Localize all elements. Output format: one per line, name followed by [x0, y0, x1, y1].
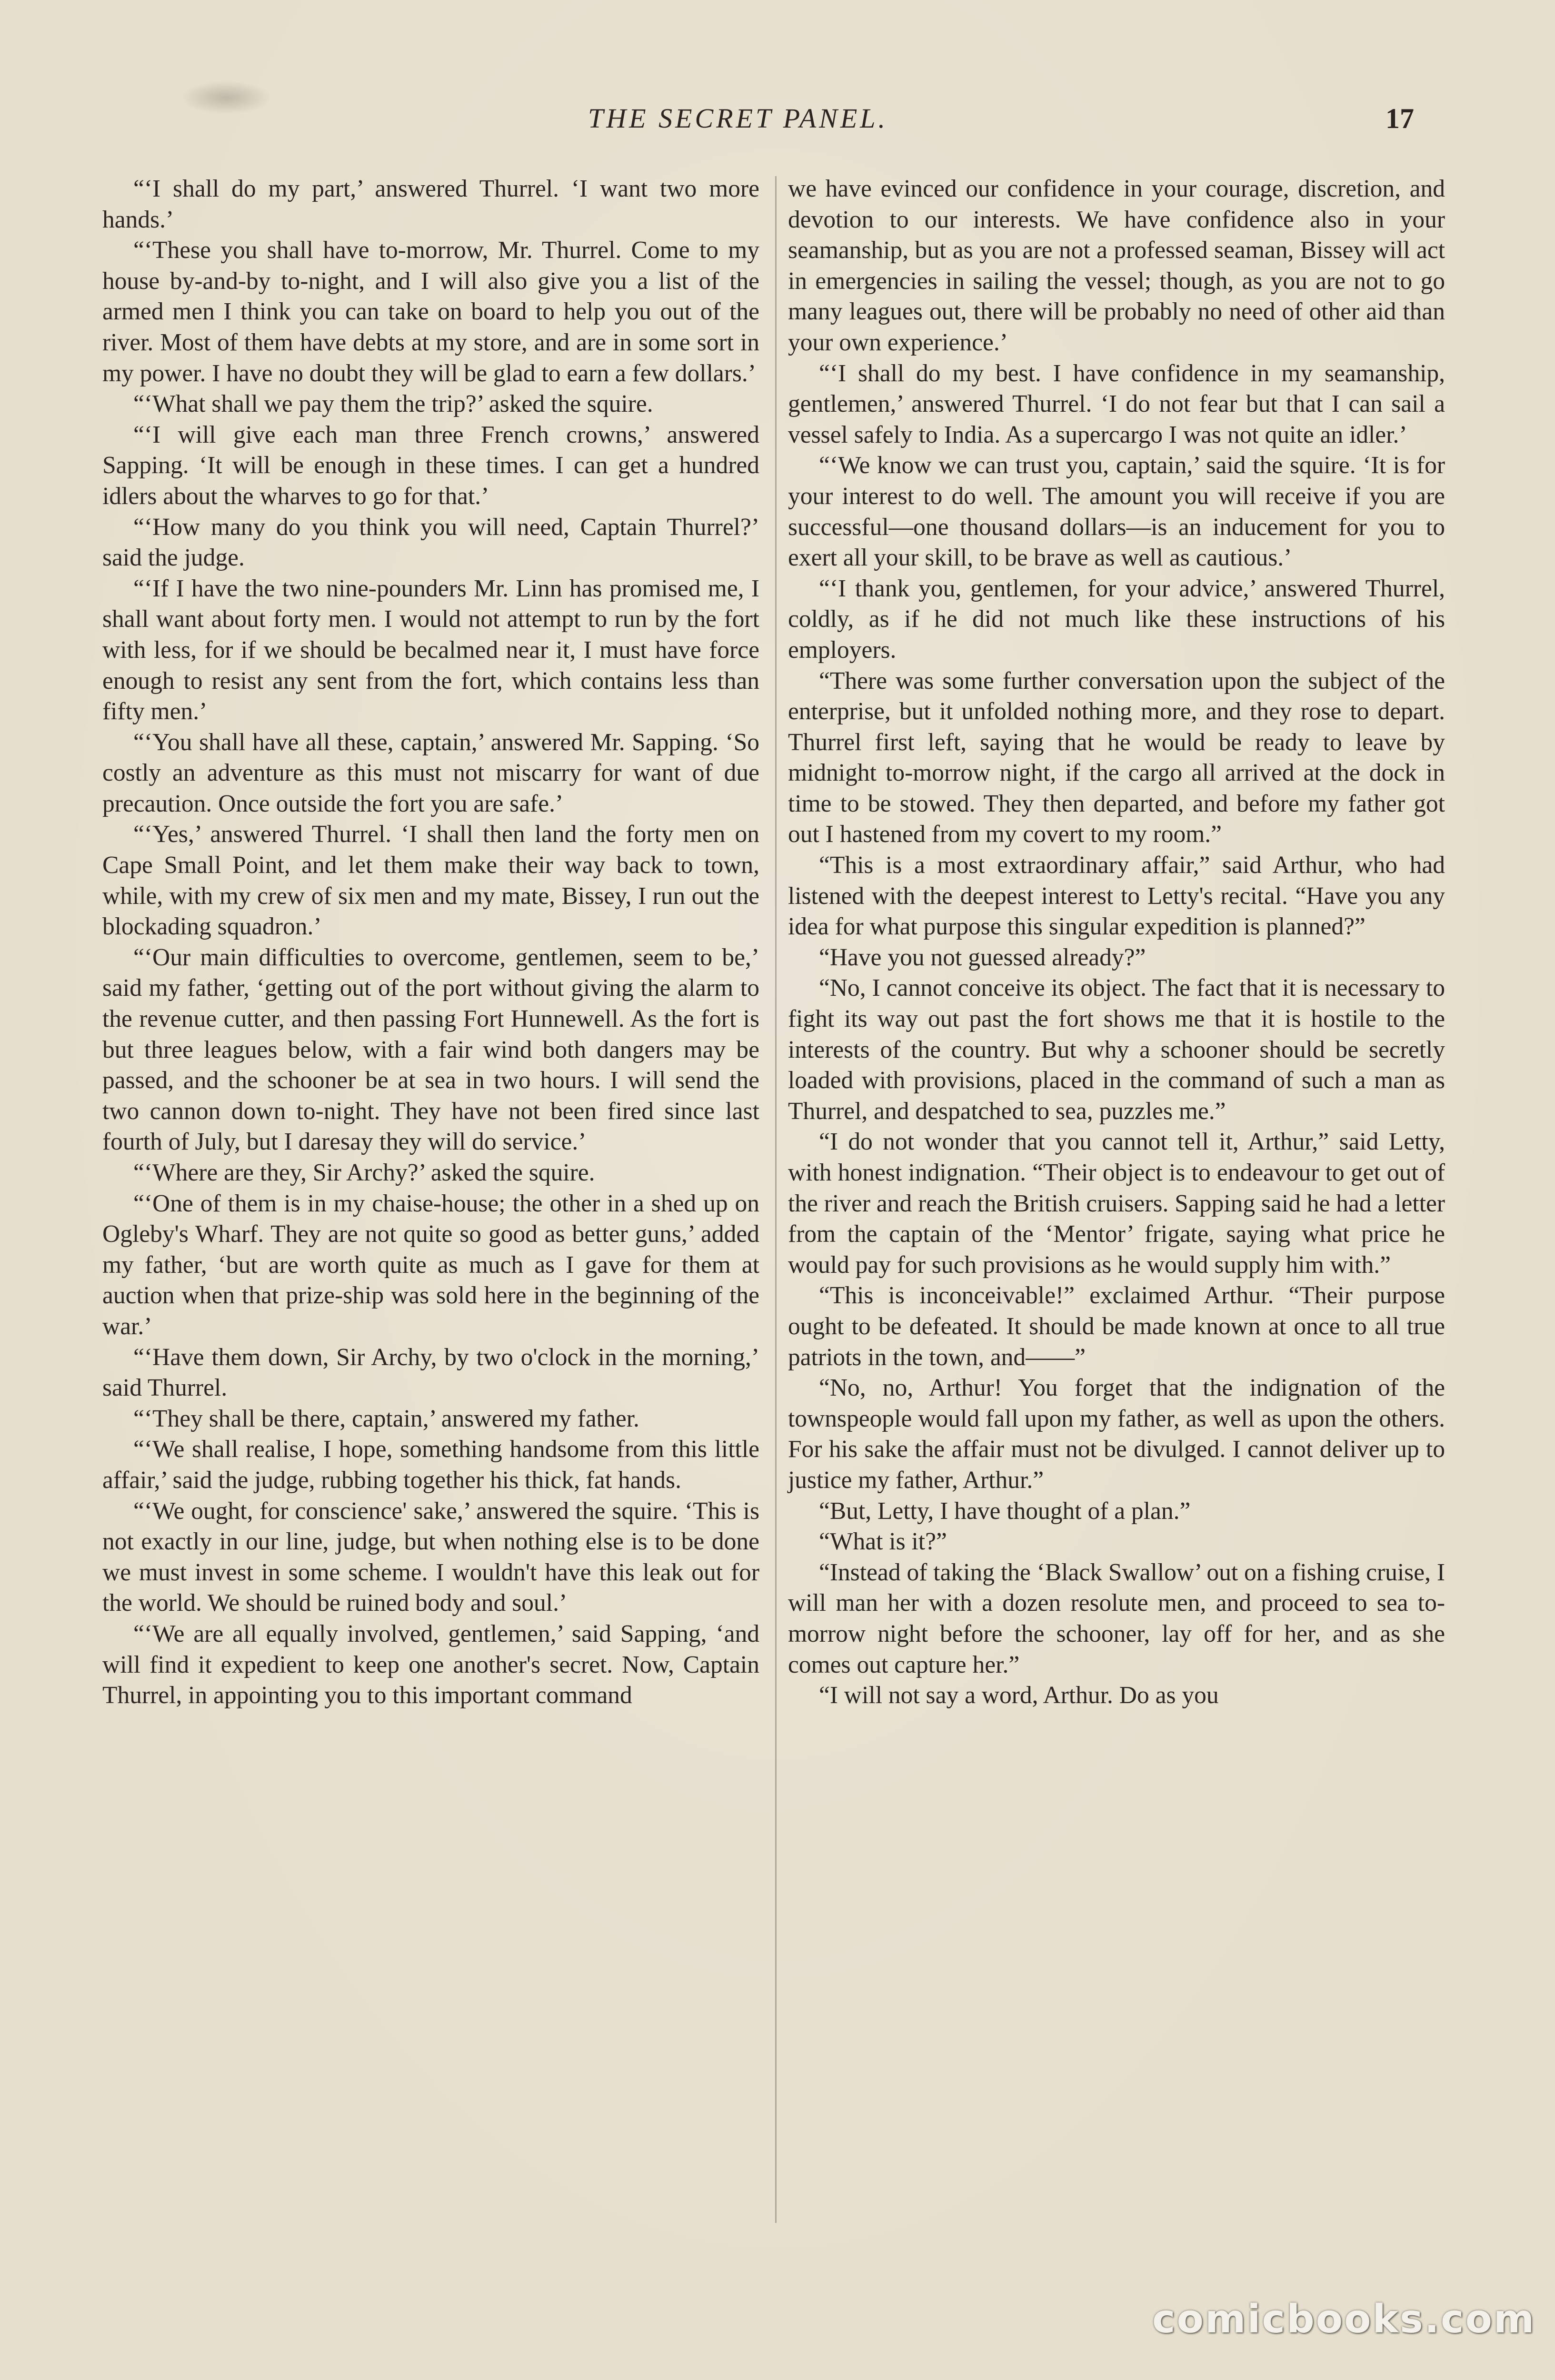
- column-divider: [775, 176, 777, 2223]
- paragraph: “‘We are all equally involved, gentlemen,’ said Sapping, ‘and will find it expedient to keep one another's secret. Now, Captain Thurrel, in appointing you to this important command: [102, 1620, 759, 1709]
- paragraph: “‘Where are they, Sir Archy?’ asked the squire.: [133, 1159, 595, 1186]
- watermark: comicbooks.com: [1152, 2297, 1536, 2342]
- paragraph: “What is it?”: [819, 1528, 947, 1556]
- running-title: THE SECRET PANEL.: [588, 103, 888, 134]
- right-column: [788, 174, 1445, 1711]
- paragraph: “‘I will give each man three French crowns,’ answered Sapping. ‘It will be enough in these times. I can get a hundred idlers about the wharves to go for that.’: [102, 421, 759, 510]
- paragraph: “‘How many do you think you will need, Captain Thurrel?’ said the judge.: [102, 513, 759, 572]
- paragraph: “‘Our main difficulties to overcome, gentlemen, seem to be,’ said my father, ‘getting out of the port without giving the alarm to the revenue cutter, and then passing Fort Hunnewell. As the fort is but three leagues below, with a fair wind both dangers may be passed, and the schooner be at sea in two hours. I will send the two cannon down to-night. They have not been fired since last fourth of July, but I daresay they will do service.’: [102, 943, 759, 1156]
- paragraph: “‘They shall be there, captain,’ answered my father.: [133, 1405, 639, 1432]
- paragraph: “There was some further conversation upon the subject of the enterprise, but it unfolded nothing more, and they rose to depart. Thurrel first left, saying that he would be ready to leave by midnight to-morrow night, if the cargo all arrived at the dock in time to be stowed. They then departed, and before my father got out I hastened from my covert to my room.”: [788, 667, 1445, 848]
- paragraph: “‘Have them down, Sir Archy, by two o'clock in the morning,’ said Thurrel.: [102, 1343, 759, 1402]
- paragraph: “‘These you shall have to-morrow, Mr. Thurrel. Come to my house by-and-by to-night, and I will also give you a list of the armed men I think you can take on board to help you out of the river. Most of them have debts at my store, and are in some sort in my power. I have no doubt they will be glad to earn a few dollars.’: [102, 237, 759, 387]
- paragraph: “‘We shall realise, I hope, something handsome from this little affair,’ said the judge, rubbing together his thick, fat hands.: [102, 1436, 759, 1494]
- page-number: 17: [1386, 103, 1414, 134]
- paragraph: “Instead of taking the ‘Black Swallow’ out on a fishing cruise, I will man her with a dozen resolute men, and proceed to sea to-morrow night before the schooner, lay off for her, and as she comes out capture her.”: [788, 1558, 1445, 1678]
- paragraph: “‘I thank you, gentlemen, for your advice,’ answered Thurrel, coldly, as if he did not much like these instructions of his employers.: [788, 575, 1445, 664]
- paragraph: “‘If I have the two nine-pounders Mr. Linn has promised me, I shall want about forty men. I would not attempt to run by the fort with less, for if we should be becalmed near it, I must have force enough to resist any sent from the fort, which contains less than fifty men.’: [102, 575, 759, 725]
- paragraph: “‘I shall do my best. I have confidence in my seamanship, gentlemen,’ answered Thurrel. ‘I do not fear but that I can sail a vessel safely to India. As a supercargo I was not quite an idler.’: [788, 359, 1445, 448]
- paragraph: “‘One of them is in my chaise-house; the other in a shed up on Oglеby's Wharf. They are not quite so good as better guns,’ added my father, ‘but are worth quite as much as I gave for them at auction when that prize-ship was sold here in the beginning of the war.’: [102, 1190, 759, 1340]
- paragraph: “I will not say a word, Arthur. Do as you: [819, 1682, 1219, 1709]
- paragraph: “‘We know we can trust you, captain,’ said the squire. ‘It is for your interest to do well. The amount you will receive if you are successful—one thousand dollars—is an inducement for you to exert all your skill, to be brave as well as cautious.’: [788, 452, 1445, 572]
- left-column: [102, 174, 759, 1711]
- page-header: [0, 102, 1555, 150]
- paragraph: “‘We ought, for conscience' sake,’ answered the squire. ‘This is not exactly in our line, judge, but when nothing else is to be done we must invest in some scheme. I wouldn't have this leak out for the world. We should be ruined body and soul.’: [102, 1497, 759, 1617]
- paragraph: “No, no, Arthur! You forget that the indignation of the townspeople would fall upon my father, as well as upon the others. For his sake the affair must not be divulged. I cannot deliver up to justice my father, Arthur.”: [788, 1374, 1445, 1494]
- paragraph: “No, I cannot conceive its object. The fact that it is necessary to fight its way out past the fort shows me that it is hostile to the interests of the country. But why a schooner should be secretly loaded with provisions, placed in the command of such a man as Thurrel, and despatched to sea, puzzles me.”: [788, 974, 1445, 1125]
- paragraph: “This is a most extraordinary affair,” said Arthur, who had listened with the deepest interest to Letty's recital. “Have you any idea for what purpose this singular expedition is planned?”: [788, 852, 1445, 941]
- paragraph: we have evinced our confidence in your courage, discretion, and devotion to our interests. We have confidence also in your seamanship, but as you are not a professed seaman, Bissey will act in emergencies in sailing the vessel; though, as you are not to go many leagues out, there will be probably no need of other aid than your own experience.’: [788, 175, 1445, 356]
- paragraph: “‘What shall we pay them the trip?’ asked the squire.: [133, 390, 653, 418]
- paragraph: “‘You shall have all these, captain,’ answered Mr. Sapping. ‘So costly an adventure as this must not miscarry for want of due precaution. Once outside the fort you are safe.’: [102, 728, 759, 817]
- paragraph: “Have you not guessed already?”: [819, 943, 1146, 971]
- paragraph: “‘I shall do my part,’ answered Thurrel. ‘I want two more hands.’: [102, 175, 759, 233]
- paragraph: “This is inconceivable!” exclaimed Arthur. “Their purpose ought to be defeated. It should be made known at once to all true patriots in the town, and——”: [788, 1282, 1445, 1371]
- paragraph: “But, Letty, I have thought of a plan.”: [819, 1497, 1191, 1525]
- paragraph: “I do not wonder that you cannot tell it, Arthur,” said Letty, with honest indignation. “Their object is to endeavour to get out of the river and reach the British cruisers. Sapping said he had a letter from the captain of the ‘Mentor’ frigate, saying what price he would pay for such provisions as he would supply him with.”: [788, 1128, 1445, 1279]
- paragraph: “‘Yes,’ answered Thurrel. ‘I shall then land the forty men on Cape Small Point, and let them make their way back to town, while, with my crew of six men and my mate, Bissey, I run out the blockading squadron.’: [102, 821, 759, 941]
